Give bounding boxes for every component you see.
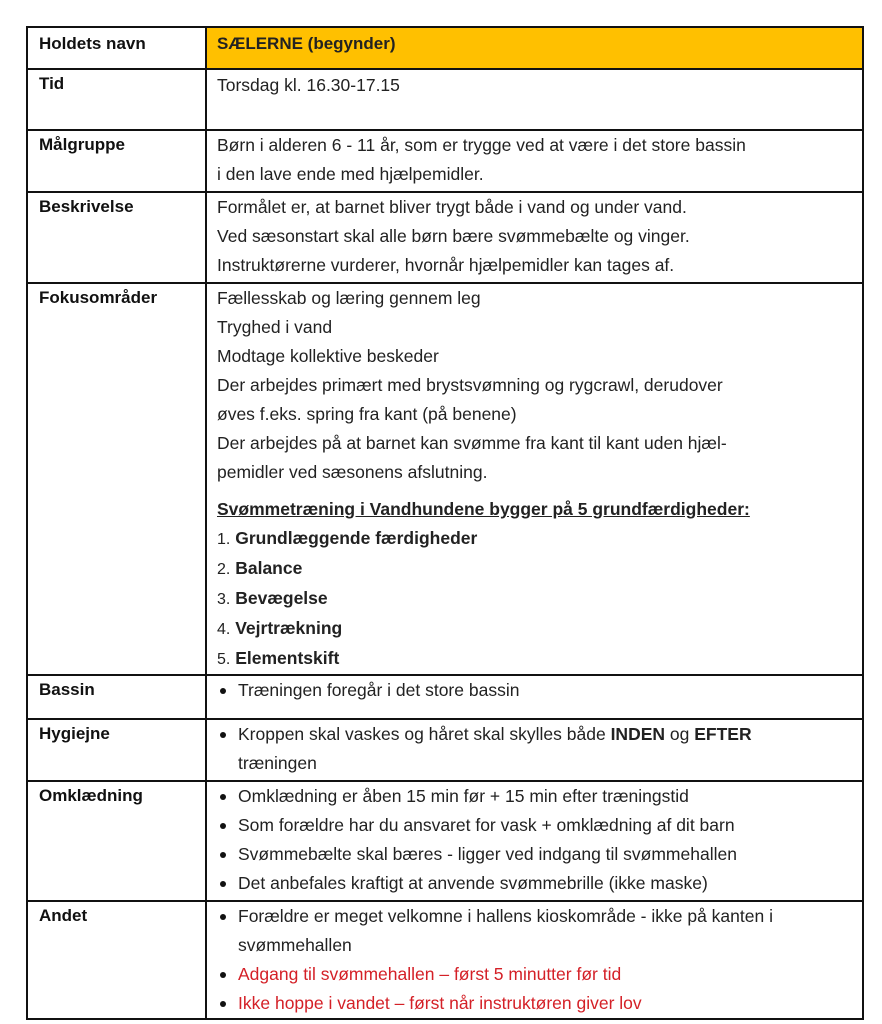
hygiene-value [206,719,863,781]
skill-name: Balance [235,558,303,578]
row-target-group [27,130,863,192]
focus-line: Der arbejdes primært med brystsvømning og rygcrawl, derudover [217,375,723,395]
changing-bullet: Omklædning er åben 15 min før + 15 min efter træningstid [217,782,862,811]
skill-name: Vejrtrækning [235,618,343,638]
focus-line: Tryghed i vand [217,317,333,337]
skills-heading: Svømmetræning i Vandhundene bygger på 5 grundfærdigheder: [217,499,750,519]
skill-item [217,554,862,584]
other-warning-bullet: Ikke hoppe i vandet – først når instruktøren giver lov [217,989,862,1018]
skill-number: 2. [217,561,231,578]
other-warning-bullet: Adgang til svømmehallen – først 5 minutter før tid [217,960,862,989]
target-group-value [206,130,863,192]
hygiene-text: og [665,724,695,744]
other-bullet: Forældre er meget velkomne i hallens kioskområde - ikke på kanten i svømmehallen [217,902,862,960]
label-time: Tid [27,69,206,130]
team-name-value: SÆLERNE (begynder) [206,27,863,69]
description-value [206,192,863,283]
other-list [217,902,862,1018]
label-focus-areas: Fokusområder [27,283,206,675]
description-line: Ved sæsonstart skal alle børn bære svømmebælte og vinger. [217,226,690,246]
hygiene-list [217,720,862,778]
pool-value [206,675,863,719]
time-text: Torsdag kl. 16.30-17.15 [217,75,400,95]
focus-line: Der arbejdes på at barnet kan svømme fra kant til kant uden hjæl- [217,433,727,453]
label-target-group: Målgruppe [27,130,206,192]
label-description: Beskrivelse [27,192,206,283]
focus-areas-value [206,283,863,675]
description-line: Formålet er, at barnet bliver trygt både i vand og under vand. [217,197,687,217]
skill-number: 5. [217,651,231,668]
skill-item [217,584,862,614]
changing-bullet: Som forældre har du ansvaret for vask + omklædning af dit barn [217,811,862,840]
focus-line: Modtage kollektive beskeder [217,346,439,366]
row-team-name [27,27,863,69]
target-group-line: Børn i alderen 6 - 11 år, som er trygge ved at være i det store bassin [217,135,746,155]
skill-name: Grundlæggende færdigheder [235,528,478,548]
row-description [27,192,863,283]
hygiene-text: træningen [238,753,317,773]
description-line: Instruktørerne vurderer, hvornår hjælpemidler kan tages af. [217,255,675,275]
team-info-table [26,26,864,1020]
time-value [206,69,863,130]
hygiene-emphasis-before: INDEN [610,724,666,744]
skill-name: Elementskift [235,648,340,668]
pool-list [217,676,862,705]
pool-bullet: Træningen foregår i det store bassin [217,676,862,705]
label-team-name: Holdets navn [27,27,206,69]
other-value [206,901,863,1019]
focus-line: øves f.eks. spring fra kant (på benene) [217,404,517,424]
row-time [27,69,863,130]
skill-number: 4. [217,621,231,638]
skill-item [217,524,862,554]
hygiene-text: Kroppen skal vaskes og håret skal skylles både [238,724,611,744]
label-changing: Omklædning [27,781,206,901]
row-changing [27,781,863,901]
changing-bullet: Det anbefales kraftigt at anvende svømmebrille (ikke maske) [217,869,862,898]
skill-number: 1. [217,531,231,548]
row-pool [27,675,863,719]
hygiene-emphasis-after: EFTER [694,724,752,744]
row-other [27,901,863,1019]
label-pool: Bassin [27,675,206,719]
focus-line: Fællesskab og læring gennem leg [217,288,481,308]
changing-bullet: Svømmebælte skal bæres - ligger ved indgang til svømmehallen [217,840,862,869]
row-hygiene [27,719,863,781]
skill-item [217,614,862,644]
row-focus-areas [27,283,863,675]
skill-name: Bevægelse [235,588,328,608]
hygiene-bullet [217,720,862,778]
changing-list [217,782,862,898]
skill-number: 3. [217,591,231,608]
target-group-line: i den lave ende med hjælpemidler. [217,164,484,184]
changing-value [206,781,863,901]
label-hygiene: Hygiejne [27,719,206,781]
focus-line: pemidler ved sæsonens afslutning. [217,462,488,482]
label-other: Andet [27,901,206,1019]
skill-item [217,644,862,674]
